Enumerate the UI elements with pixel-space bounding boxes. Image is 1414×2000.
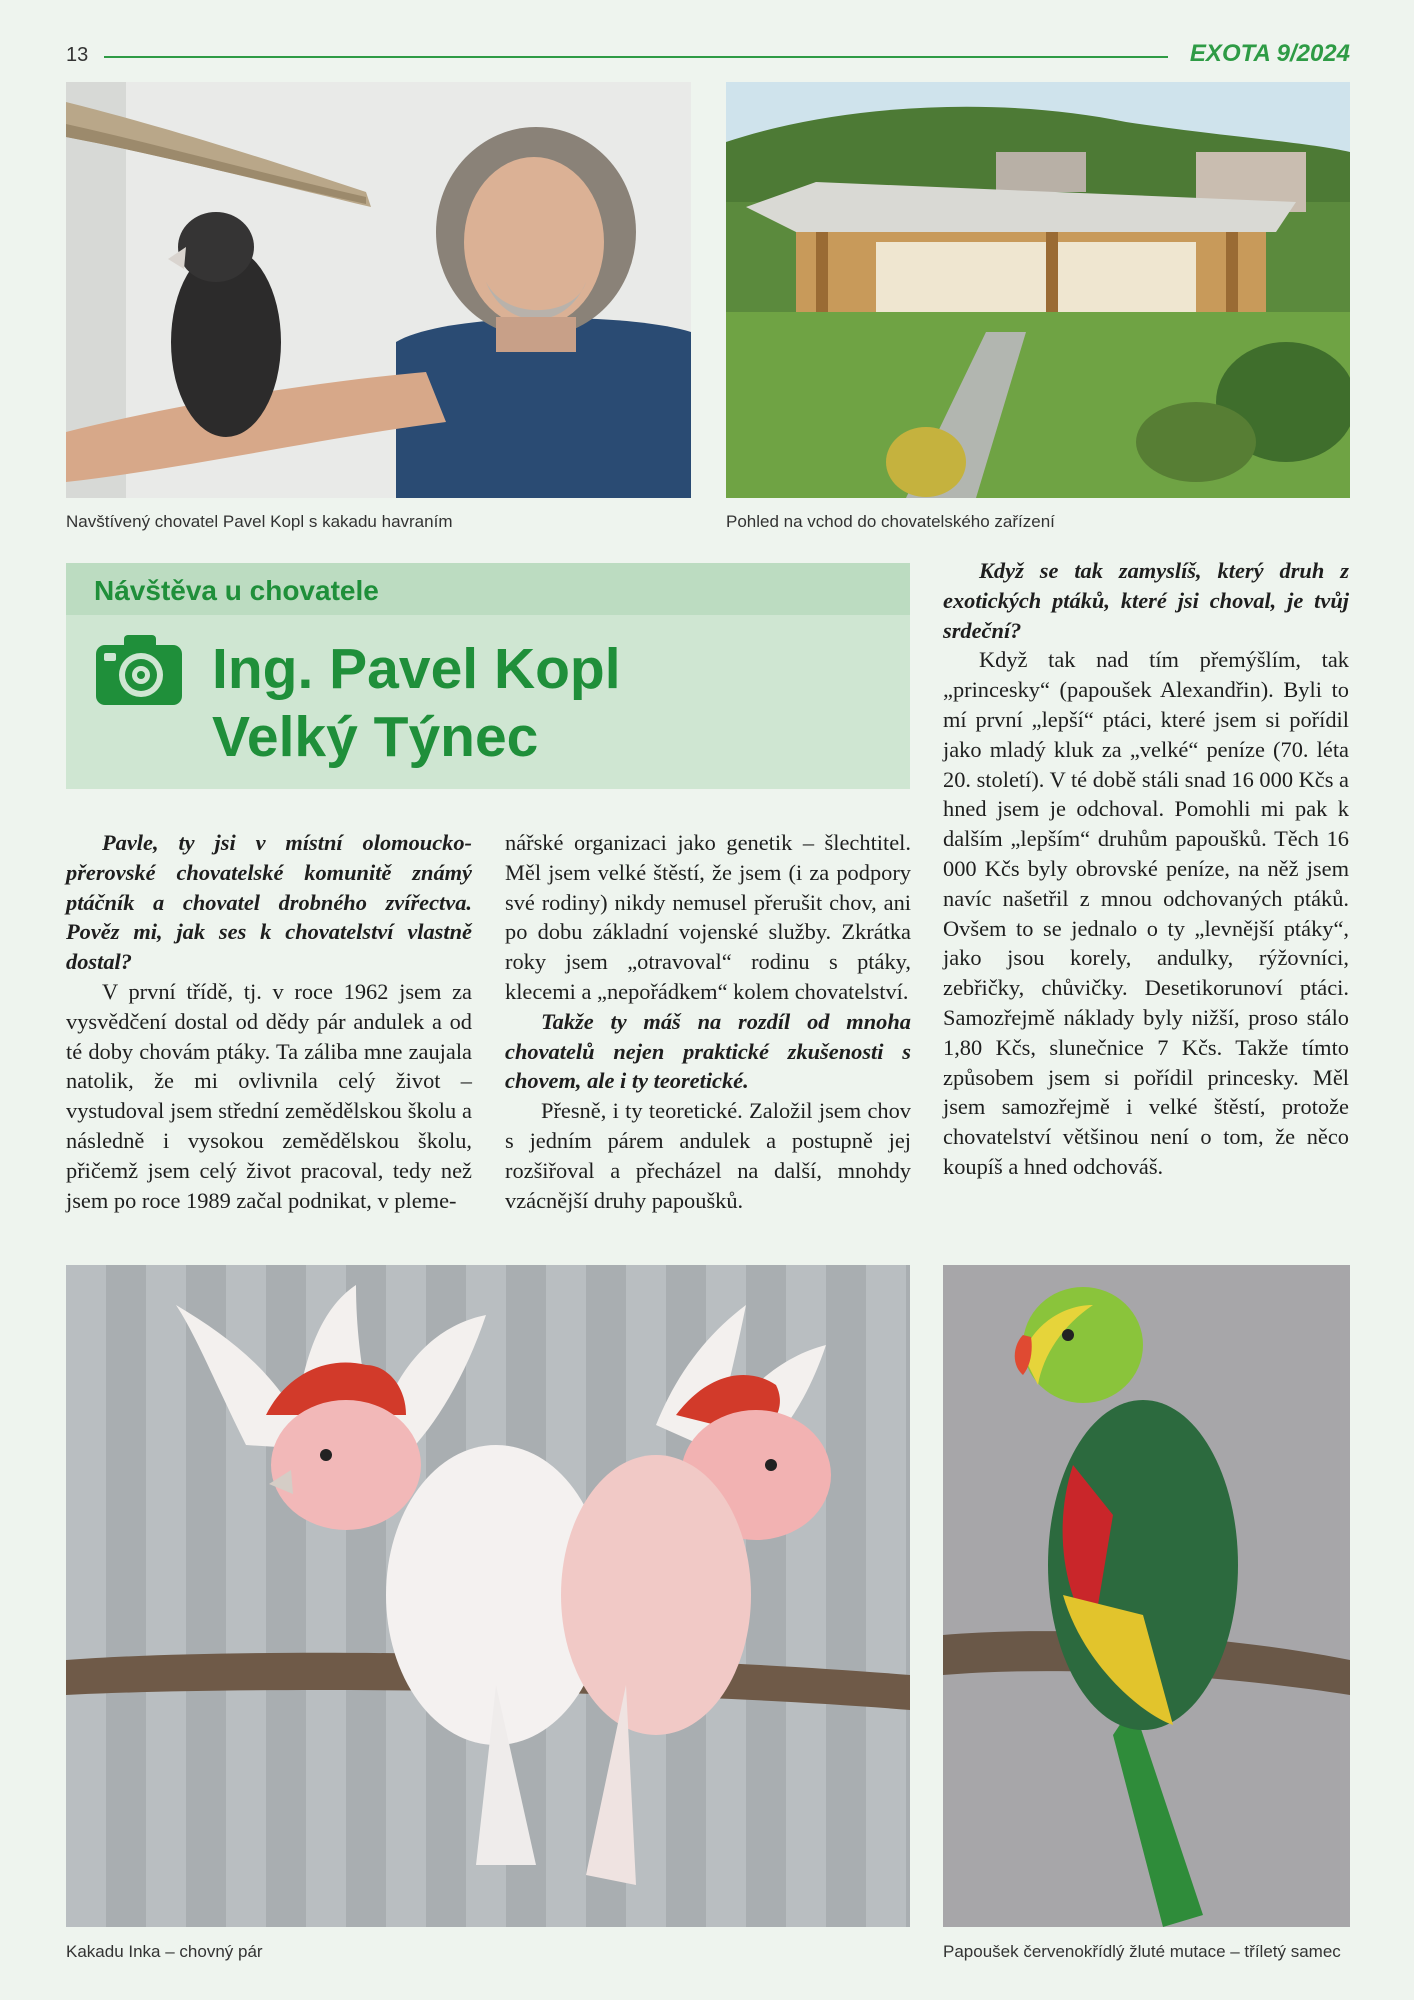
- caption-top-right: Pohled na vchod do chovatelského zařízení: [726, 512, 1055, 531]
- answer-3: Když tak nad tím přemýšlím, tak „princesky“ (papoušek Alexandřin). Byli to mí první „lepší“ ptáci, které jsem si pořídil jako mladý kluk za „velké“ peníze (70. léta 20. století). V té době stáli snad 16 000 Kčs a hned jsem je odchoval. Pomohli mi pak k dalším „lepším“ druhům papoušků. Těch 16 000 Kčs byly obrovské peníze, na něž jsem navíc našetřil z mnou odchovaných ptáků. Ovšem to se jednalo o ty „levnější ptáky“, jako jsou korely, andulky, rýžovníci, zebřičky, chůvičky. Desetikorunoví ptáci. Samozřejmě náklady byly nižší, proso stálo 1,80 Kčs, slunečnice 7 Kčs. Takže tímto způsobem jsem si pořídil princesky. Měl jsem samozřejmě i velké štěstí, protože chovatelství většinou není o tom, že něco koupíš a hned odchováš.: [943, 647, 1349, 1179]
- photo-red-winged-parrot: [943, 1265, 1350, 1927]
- magazine-title: EXOTA 9/2024: [1189, 40, 1350, 67]
- header-rule: [104, 56, 1168, 58]
- article-column-1: [66, 828, 472, 1215]
- section-label: Návštěva u chovatele: [94, 575, 379, 606]
- photo-pavilion-entrance: [726, 82, 1350, 498]
- article-column-2: [505, 828, 911, 1215]
- caption-top-left: Navštívený chovatel Pavel Kopl s kakadu havraním: [66, 512, 453, 531]
- page-number: 13: [66, 44, 89, 66]
- photo-cockatoo-pair: [66, 1265, 910, 1927]
- answer-1: V první třídě, tj. v roce 1962 jsem za vysvědčení dostal od dědy pár andulek a od té doby chovám ptáky. Ta záliba mne zaujala natolik, že mi ovlivnila celý život – vystudoval jsem střední zemědělskou školu a následně i vysokou zemědělskou školu, přičemž jsem celý život pracoval, tedy než jsem po roce 1989 začal podnikat, v pleme-: [66, 978, 472, 1213]
- article-column-3: [943, 556, 1349, 1182]
- caption-bottom-left: Kakadu Inka – chovný pár: [66, 1942, 263, 1961]
- article-title-place: Velký Týnec: [212, 705, 539, 769]
- question-1: Pavle, ty jsi v místní olomoucko-přerovské chovatelské komunitě známý ptáčník a chovatel drobného zvířectva. Pověz mi, jak ses k chovatelství vlastně dostal?: [66, 830, 472, 975]
- article-title-box: [66, 563, 910, 789]
- article-title-name: Ing. Pavel Kopl: [212, 637, 621, 701]
- photo-breeder-with-cockatoo: [66, 82, 691, 498]
- question-3: Když se tak zamyslíš, který druh z exotických ptáků, které jsi choval, je tvůj srdeční?: [943, 558, 1349, 643]
- answer-1-continued: nářské organizaci jako genetik – šlechtitel. Měl jsem velké štěstí, že jsem (i za podpory své rodiny) nikdy nemusel přerušit chov, ani po dobu základní vojenské služby. Zkrátka roky jsem „otravoval“ rodinu s ptáky, klecemi a „nepořádkem“ kolem chovatelství.: [505, 830, 911, 1004]
- camera-icon: [96, 635, 182, 705]
- answer-2: Přesně, i ty teoretické. Založil jsem chov s jedním párem andulek a postupně jej rozšiřoval a přecházel na další, mnohdy vzácnější druhy papoušků.: [505, 1098, 911, 1213]
- caption-bottom-right: Papoušek červenokřídlý žluté mutace – tříletý samec: [943, 1942, 1341, 1961]
- question-2: Takže ty máš na rozdíl od mnoha chovatelů nejen praktické zkušenosti s chovem, ale i ty teoretické.: [505, 1008, 911, 1094]
